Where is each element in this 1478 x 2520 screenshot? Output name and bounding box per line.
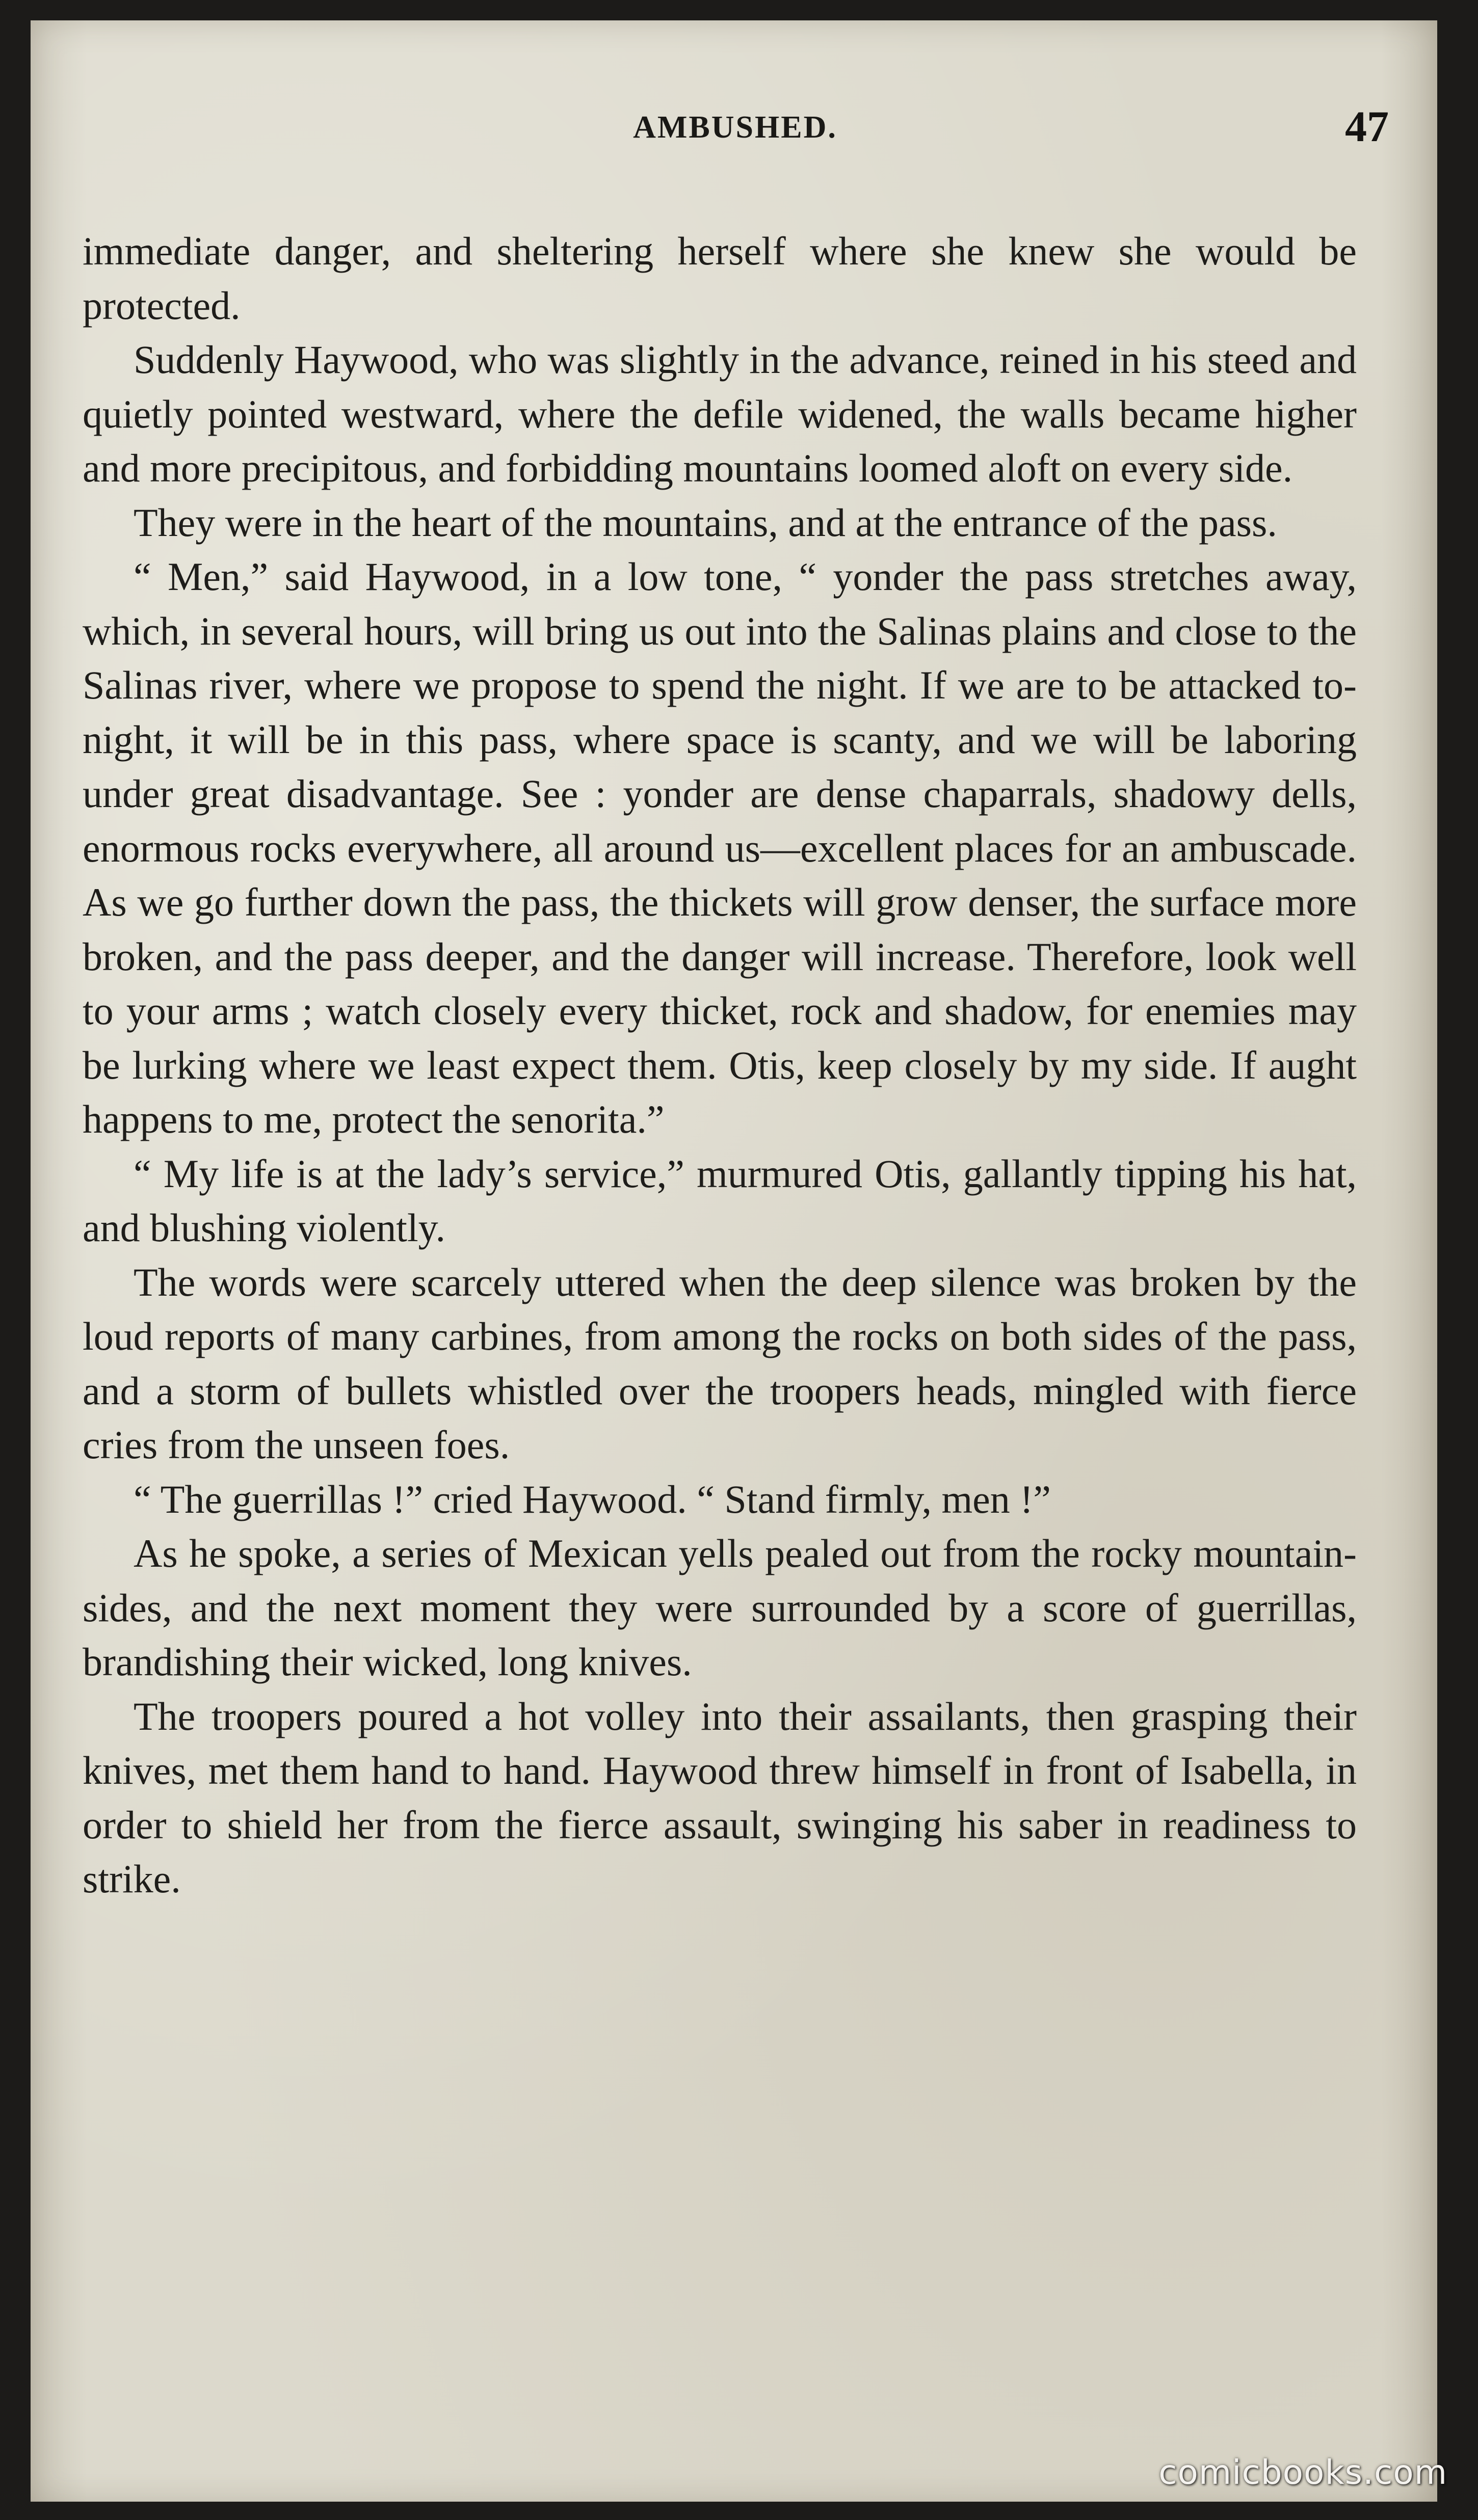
paragraph: As he spoke, a series of Mexican yells pealed out from the rocky mountain-sides, and the next moment they were surrounded by a score of guerrillas, brandishing their wicked, long knives. — [83, 1531, 1357, 1684]
paragraph: They were in the heart of the mountains, and at the entrance of the pass. — [134, 500, 1277, 545]
paragraph: “ My life is at the lady’s service,” murmured Otis, gallantly tipping his hat, and blushing violently. — [83, 1151, 1357, 1250]
paragraph: The words were scarcely uttered when the deep silence was broken by the loud reports of many carbines, from among the rocks on both sides of the pass, and a storm of bullets whistled over the troopers heads, mingled with fierce cries from the unseen foes. — [83, 1259, 1357, 1467]
watermark: comicbooks.com — [1158, 2453, 1447, 2492]
paragraph: “ Men,” said Haywood, in a low tone, “ yonder the pass stretches away, which, in several hours, will bring us out into the Salinas plains and close to the Salinas river, where we propose to spend the night. If we are to be attacked to-night, it will be in this pass, where space is scanty, and we will be laboring under great disadvantage. See : yonder are dense chaparrals, shadowy dells, enormous rocks everywhere, all around us—excellent places for an ambuscade. As we go further down the pass, the thickets will grow denser, the surface more broken, and the pass deeper, and the danger will increase. Therefore, look well to your arms ; watch closely every thicket, rock and shadow, for enemies may be lurking where we least expect them. Otis, keep closely by my side. If aught happens to me, protect the senorita.” — [83, 554, 1357, 1141]
body-text — [83, 224, 1357, 1907]
page-number: 47 — [1345, 102, 1389, 151]
paragraph: immediate danger, and sheltering herself where she knew she would be protected. — [83, 229, 1357, 328]
page-header — [82, 97, 1389, 153]
paragraph: “ The guerrillas !” cried Haywood. “ Stand firmly, men !” — [134, 1477, 1051, 1521]
paragraph: The troopers poured a hot volley into their assailants, then grasping their knives, met them hand to hand. Haywood threw himself in front of Isabella, in order to shield her from the fierce assault, swinging his saber in readiness to strike. — [83, 1694, 1357, 1901]
paragraph: Suddenly Haywood, who was slightly in the advance, reined in his steed and quietly pointed westward, where the defile widened, the walls became higher and more precipitous, and forbidding mountains loomed aloft on every side. — [83, 337, 1357, 490]
running-head: AMBUSHED. — [633, 110, 837, 145]
book-page — [31, 20, 1437, 2502]
